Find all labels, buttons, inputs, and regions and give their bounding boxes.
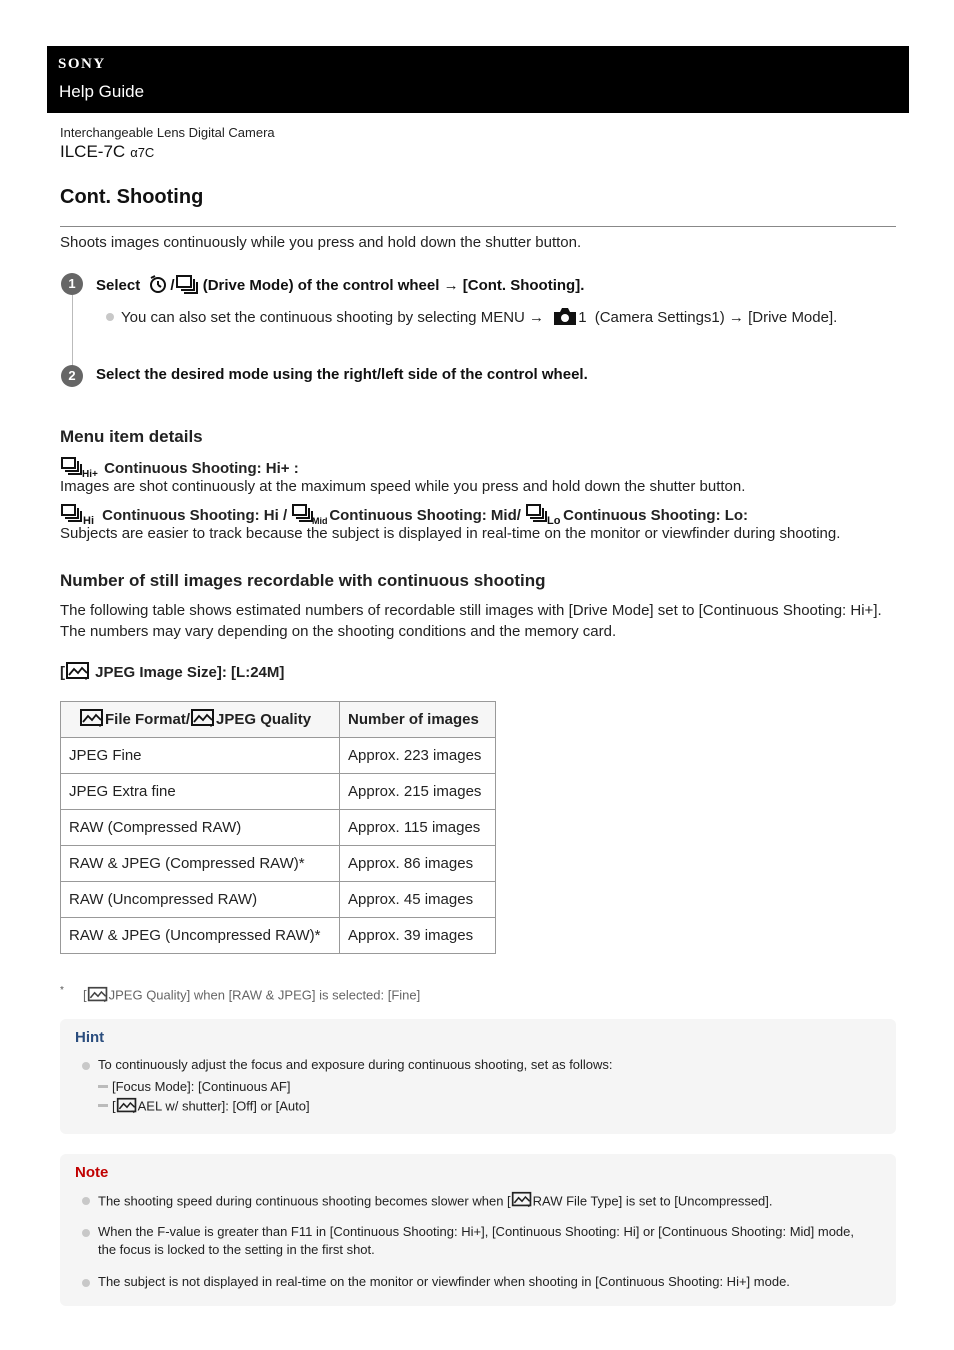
table-cell-count: Approx. 39 images <box>340 918 496 954</box>
note-item-1-text <box>82 1191 872 1213</box>
header-jpeg-quality: JPEG Quality <box>216 710 312 728</box>
step-1-prefix: Select <box>96 276 141 294</box>
note-item-2-text: When the F-value is greater than F11 in [Continuous Shooting: Hi+], [Continuous Shooting: Hi] or [Continuous Shooting: Mid] mode, the focus is locked to the setting in the first shot. <box>98 1224 854 1257</box>
hint-sub-1-text: [Focus Mode]: [Continuous AF] <box>112 1079 291 1094</box>
note-item-3 <box>82 1273 872 1291</box>
table-cell-format: JPEG Extra fine <box>61 774 340 810</box>
header-number-of-images: Number of images <box>340 702 496 738</box>
still-image-icon <box>190 708 216 732</box>
still-image-icon <box>116 1097 138 1117</box>
model-alpha: α7C <box>130 145 155 160</box>
recordable-heading: Number of still images recordable with continuous shooting <box>60 571 546 590</box>
svg-text:Hi: Hi <box>83 515 94 525</box>
item-hi-mid-lo-desc: Subjects are easier to track because the subject is displayed in real-time on the monitor or viewfinder during shooting. <box>60 525 841 542</box>
header-format-quality <box>61 702 340 738</box>
table-row <box>61 846 496 882</box>
table-row <box>61 810 496 846</box>
hint-item-text: To continuously adjust the focus and exposure during continuous shooting, set as follows: <box>98 1057 613 1072</box>
self-timer-icon <box>148 274 170 298</box>
note-item-2 <box>82 1223 872 1259</box>
note-title: Note <box>75 1164 109 1181</box>
footnote-body: JPEG Quality] when [RAW & JPEG] is selected: [Fine] <box>108 987 421 1003</box>
footnote-mark: * <box>60 985 64 996</box>
dash <box>98 1085 108 1088</box>
table-cell-format: JPEG Fine <box>61 738 340 774</box>
step-1-sub <box>106 306 837 330</box>
title-divider <box>60 226 896 227</box>
page-title: Cont. Shooting <box>60 186 204 208</box>
table-cell-format: RAW & JPEG (Uncompressed RAW)* <box>61 918 340 954</box>
step-number-2: 2 <box>61 365 83 387</box>
model-code: ILCE-7C <box>60 142 126 161</box>
size-label-text: JPEG Image Size]: [L:24M] <box>95 663 285 681</box>
table-row <box>61 774 496 810</box>
hint-sub-item-2 <box>98 1097 310 1117</box>
footnote-open-bracket: [ <box>83 987 87 1003</box>
table-row <box>61 882 496 918</box>
recordable-paragraph: The following table shows estimated numbers of recordable still images with [Drive Mode] set to [Continuous Shooting: Hi+]. The numbers may vary depending on the shooting conditions and the memory card. <box>60 602 882 640</box>
menu-details-heading: Menu item details <box>60 427 203 446</box>
size-open-bracket: [ <box>60 663 65 681</box>
camera-settings-number: 1 <box>578 308 587 326</box>
table-cell-count: Approx. 45 images <box>340 882 496 918</box>
table-cell-format: RAW (Uncompressed RAW) <box>61 882 340 918</box>
table-cell-count: Approx. 86 images <box>340 846 496 882</box>
intro-text: Shoots images continuously while you press and hold down the shutter button. <box>60 234 582 251</box>
bullet <box>82 1062 90 1070</box>
hint-sub-2-open: [ <box>112 1098 116 1114</box>
item-hi-label: Continuous Shooting: Hi / <box>102 506 288 524</box>
note-item-1-prefix: The shooting speed during continuous shooting becomes slower when [ <box>98 1193 511 1209</box>
table-cell-format: RAW (Compressed RAW) <box>61 810 340 846</box>
step-connector <box>72 295 73 367</box>
step-1-sep: / <box>170 276 175 294</box>
bullet <box>82 1197 90 1205</box>
help-guide-label: Help Guide <box>59 82 145 101</box>
header-file-format: File Format/ <box>105 710 191 728</box>
note-box <box>60 1154 896 1306</box>
item-hi-plus-desc: Images are shot continuously at the maximum speed while you press and hold down the shutter button. <box>60 478 746 495</box>
step-1-sub-suffix: (Camera Settings1) → [Drive Mode]. <box>594 308 838 326</box>
table-row <box>61 738 496 774</box>
step-number-1: 1 <box>61 273 83 295</box>
still-image-icon <box>87 986 109 1006</box>
hint-sub-item-1 <box>98 1079 290 1094</box>
svg-text:Hi+: Hi+ <box>82 469 98 478</box>
bullet <box>82 1229 90 1237</box>
recordable-table <box>60 701 496 954</box>
hint-item <box>82 1056 872 1074</box>
step-1-rest: (Drive Mode) of the control wheel → [Cont. Shooting]. <box>202 276 585 294</box>
product-type: Interchangeable Lens Digital Camera <box>60 125 275 140</box>
step-2-text: Select the desired mode using the right/left side of the control wheel. <box>96 366 588 383</box>
note-item-3-text: The subject is not displayed in real-time on the monitor or viewfinder when shooting in [Continuous Shooting: Hi+] mode. <box>98 1274 790 1289</box>
jpeg-image-size-label <box>60 661 284 685</box>
header-bar <box>47 46 909 113</box>
item-lo-label: Continuous Shooting: Lo: <box>563 506 749 524</box>
camera-icon <box>552 306 578 330</box>
step-1-text <box>96 274 584 298</box>
table-cell-count: Approx. 215 images <box>340 774 496 810</box>
continuous-shooting-icon <box>175 274 199 298</box>
table-header-row <box>61 702 496 738</box>
step-1-sub-prefix: You can also set the continuous shooting by selecting MENU → <box>121 308 545 326</box>
table-cell-format: RAW & JPEG (Compressed RAW)* <box>61 846 340 882</box>
item-mid-label: Continuous Shooting: Mid/ <box>329 506 521 524</box>
bullet <box>106 313 114 321</box>
hint-title: Hint <box>75 1029 105 1046</box>
hint-sub-2-text: AEL w/ shutter]: [Off] or [Auto] <box>137 1098 310 1114</box>
still-image-icon <box>65 661 91 685</box>
still-image-icon <box>511 1191 533 1213</box>
model-name <box>60 142 154 162</box>
table-row <box>61 918 496 954</box>
note-item-1-suffix: RAW File Type] is set to [Uncompressed]. <box>532 1193 773 1209</box>
svg-text:Mid: Mid <box>312 516 328 525</box>
still-image-icon <box>79 708 105 732</box>
bullet <box>82 1279 90 1287</box>
dash <box>98 1104 108 1107</box>
note-item-1 <box>82 1191 872 1213</box>
hint-box <box>60 1019 896 1134</box>
table-cell-count: Approx. 223 images <box>340 738 496 774</box>
footnote-text <box>83 986 420 1006</box>
item-hi-plus-label: Continuous Shooting: Hi+ : <box>104 459 299 477</box>
svg-text:Lo: Lo <box>547 515 561 525</box>
brand-logo: SONY <box>58 56 106 72</box>
table-cell-count: Approx. 115 images <box>340 810 496 846</box>
